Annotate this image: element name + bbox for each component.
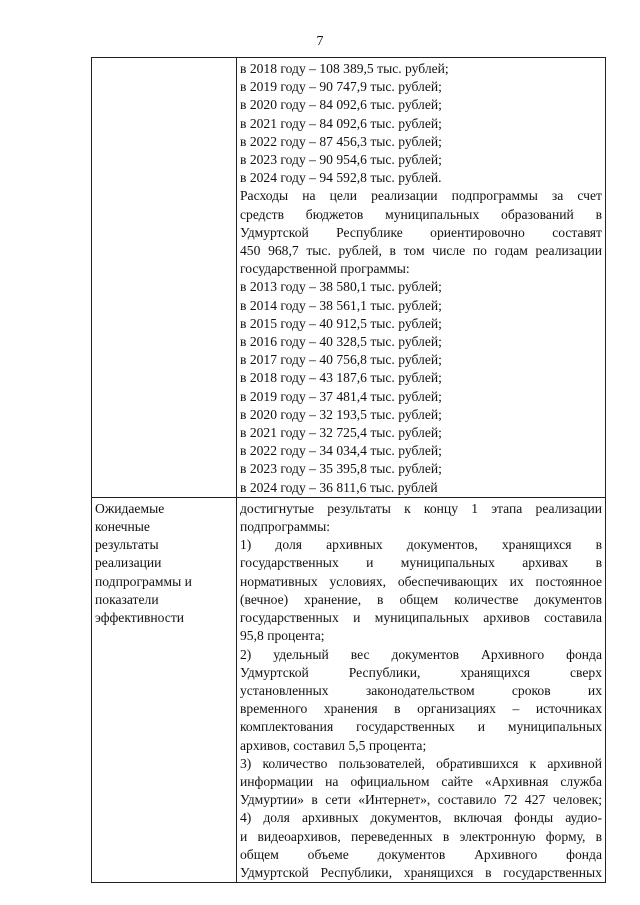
results-paragraphs xyxy=(240,500,602,882)
municipal-year-line: в 2016 году – 40 328,5 тыс. рублей; xyxy=(240,334,442,350)
results-text-line: нормативных условиях, обеспечивающих их постоянное xyxy=(240,573,602,589)
page-number: 7 xyxy=(316,34,324,49)
municipal-year-line: в 2021 году – 32 725,4 тыс. рублей; xyxy=(240,425,442,441)
results-label-line: Ожидаемые xyxy=(95,500,165,516)
results-text-line: Удмуртской Республики, хранящихся сверх xyxy=(240,664,602,680)
municipal-budget-paragraph xyxy=(240,187,602,278)
results-label-line: показатели xyxy=(95,591,159,607)
municipal-year-line: в 2017 году – 40 756,8 тыс. рублей; xyxy=(240,352,442,368)
regional-year-line: в 2022 году – 87 456,3 тыс. рублей; xyxy=(240,133,442,149)
results-text-line: архивов, составил 5,5 процента; xyxy=(240,737,427,753)
results-text-line: и видеоархивов, переведенных в электронную форму, в xyxy=(240,828,602,844)
results-text-line: 1) доля архивных документов, хранящихся в xyxy=(240,537,602,553)
regional-years-list xyxy=(240,60,602,187)
results-label-line: подпрограммы и xyxy=(95,573,192,589)
results-text-line: 4) доля архивных документов, включая фонды аудио- xyxy=(240,810,602,826)
results-label-lines xyxy=(95,500,233,627)
regional-year-line: в 2024 году – 94 592,8 тыс. рублей. xyxy=(240,170,442,186)
results-text-line: достигнутые результаты к концу 1 этапа реализации xyxy=(240,500,602,516)
municipal-year-line: в 2022 году – 34 034,4 тыс. рублей; xyxy=(240,443,442,459)
results-text-line: подпрограммы: xyxy=(240,519,330,535)
municipal-intro-line: 450 968,7 тыс. рублей, в том числе по годам реализации xyxy=(240,243,602,259)
municipal-year-line: в 2014 году – 38 561,1 тыс. рублей; xyxy=(240,297,442,313)
results-label-line: конечные xyxy=(95,519,150,535)
municipal-year-line: в 2018 году – 43 187,6 тыс. рублей; xyxy=(240,370,442,386)
results-label-line: реализации xyxy=(95,555,162,571)
results-text-line: информации на официальном сайте «Архивная служба xyxy=(240,773,602,789)
municipal-intro-line: Расходы на цели реализации подпрограммы за счет xyxy=(240,188,602,204)
financing-cell xyxy=(237,58,606,498)
results-text-line: государственных и муниципальных архивах в xyxy=(240,555,602,571)
results-text-line: государственных и муниципальных архивов составила xyxy=(240,610,602,626)
results-label-line: результаты xyxy=(95,537,159,553)
municipal-intro-line: средств бюджетов муниципальных образований в xyxy=(240,206,602,222)
results-text-line: общем объеме документов Архивного фонда xyxy=(240,846,602,862)
regional-year-line: в 2019 году – 90 747,9 тыс. рублей; xyxy=(240,79,442,95)
results-text-line: 95,8 процента; xyxy=(240,628,325,644)
results-text-line: временного хранения в организациях – источниках xyxy=(240,701,602,717)
municipal-year-line: в 2019 году – 37 481,4 тыс. рублей; xyxy=(240,388,442,404)
municipal-year-line: в 2015 году – 40 912,5 тыс. рублей; xyxy=(240,315,442,331)
regional-year-line: в 2018 году – 108 389,5 тыс. рублей; xyxy=(240,61,449,76)
results-text-line: комплектования государственных и муниципальных xyxy=(240,719,602,735)
results-text-line: установленных законодательством сроков их xyxy=(240,682,602,698)
municipal-year-line: в 2023 году – 35 395,8 тыс. рублей; xyxy=(240,461,442,477)
municipal-intro-line: Удмуртской Республике ориентировочно составят xyxy=(240,224,602,240)
results-text-line: Удмуртской Республики, хранящихся в государственных xyxy=(240,864,602,880)
regional-year-line: в 2023 году – 90 954,6 тыс. рублей; xyxy=(240,152,442,168)
subprogram-passport-table xyxy=(91,57,606,883)
municipal-years-list xyxy=(240,278,602,496)
results-text-line: Удмуртии» в сети «Интернет», составило 72 427 человек; xyxy=(240,792,602,808)
municipal-intro-line: государственной программы: xyxy=(240,261,410,277)
results-text-line: 2) удельный вес документов Архивного фонда xyxy=(240,646,602,662)
regional-year-line: в 2021 году – 84 092,6 тыс. рублей; xyxy=(240,115,442,131)
row-label-results xyxy=(92,497,237,882)
row-label-financing xyxy=(92,58,237,498)
regional-year-line: в 2020 году – 84 092,6 тыс. рублей; xyxy=(240,97,442,113)
results-cell xyxy=(237,497,606,882)
table-row-financing xyxy=(92,58,606,498)
municipal-year-line: в 2024 году – 36 811,6 тыс. рублей xyxy=(240,479,438,495)
municipal-year-line: в 2020 году – 32 193,5 тыс. рублей; xyxy=(240,406,442,422)
table-row-results xyxy=(92,497,606,882)
results-label-line: эффективности xyxy=(95,610,185,626)
results-text-line: (вечное) хранение, в общем количестве документов xyxy=(240,591,602,607)
municipal-year-line: в 2013 году – 38 580,1 тыс. рублей; xyxy=(240,279,442,295)
results-text-line: 3) количество пользователей, обратившихся к архивной xyxy=(240,755,602,771)
